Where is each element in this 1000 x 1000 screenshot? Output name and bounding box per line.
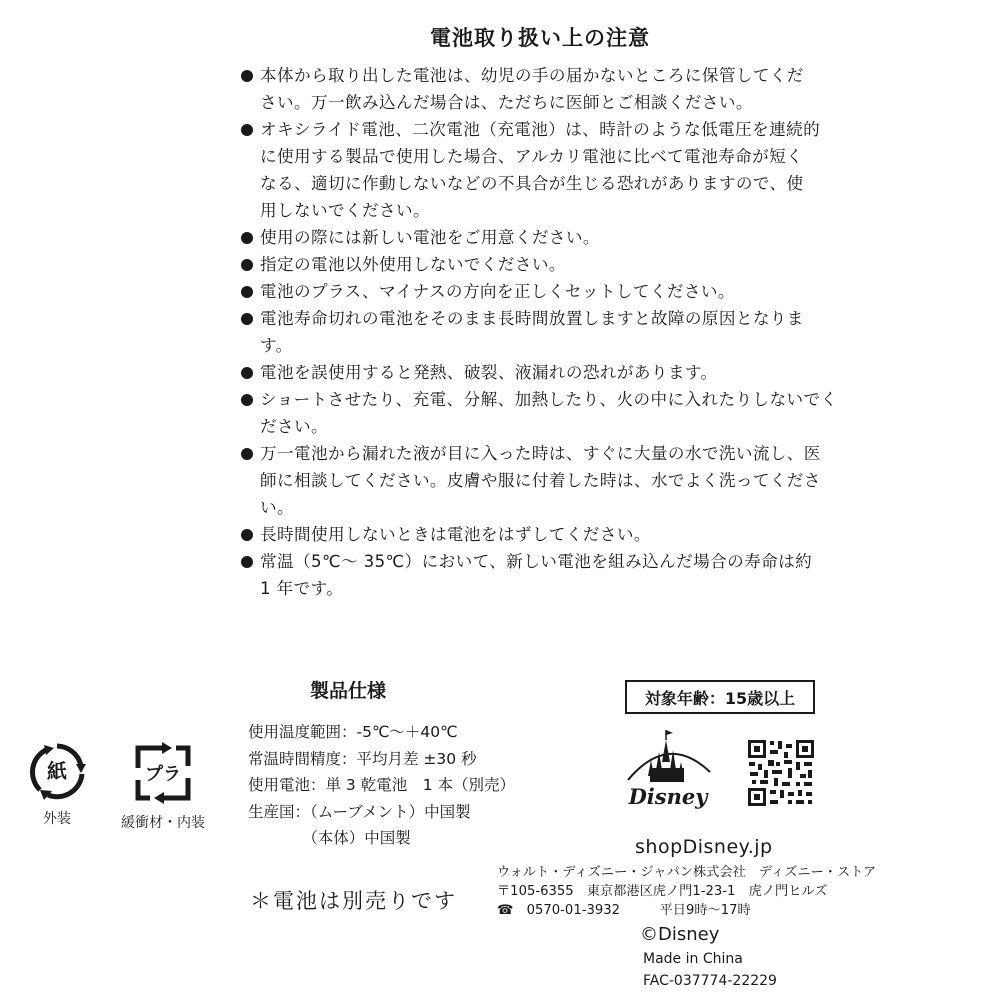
spec-list: [248, 719, 515, 852]
caution-title: 電池取り扱い上の注意: [430, 26, 650, 50]
bullet-icon: [241, 124, 253, 136]
disney-castle-logo: [618, 722, 718, 812]
plastic-recycle-label: 緩衝材・内装: [121, 815, 205, 831]
caution-item-text: 電池を誤使用すると発熱、破裂、液漏れの恐れがあります。: [260, 363, 718, 382]
caution-item: [238, 224, 838, 251]
caution-item: [238, 440, 838, 521]
caution-item: [238, 521, 838, 548]
spec-line: （本体）中国製: [248, 829, 411, 847]
company-info: [497, 863, 876, 920]
spec-title: 製品仕様: [310, 680, 387, 702]
caution-item-text: 常温（5℃～ 35℃）において、新しい電池を組み込んだ場合の寿命は約 1 年です。: [260, 552, 813, 598]
caution-item: [238, 62, 838, 116]
paper-recycle-icon: [26, 740, 88, 802]
paper-recycle-mark: [22, 740, 92, 828]
disney-logo-text: Disney: [628, 784, 708, 809]
spec-line: 常温時間精度：平均月差 ±30 秒: [248, 749, 477, 768]
bullet-icon: [241, 313, 253, 325]
caution-item: [238, 386, 838, 440]
paper-recycle-label: 外装: [43, 811, 71, 827]
caution-item-text: 電池のプラス、マイナスの方向を正しくセットしてください。: [260, 282, 735, 301]
plastic-mark-text: プラ: [145, 764, 181, 785]
spec-line: 使用電池：単 3 乾電池 1 本（別売）: [248, 776, 516, 794]
paper-mark-text: 紙: [47, 759, 67, 783]
caution-item-text: ショートさせたり、充電、分解、加熱したり、火の中に入れたりしないでく ださい。: [260, 390, 838, 436]
bullet-icon: [241, 394, 253, 406]
plastic-recycle-mark: [108, 740, 218, 832]
caution-item: [238, 359, 838, 386]
spec-line: 生産国：（ムーブメント）中国製: [248, 802, 471, 821]
bullet-icon: [241, 259, 253, 271]
caution-item-text: 長時間使用しないときは電池をはずしてください。: [260, 525, 651, 544]
age-label: 対象年齢：15歳以上: [625, 680, 815, 714]
company-name: ウォルト・ディズニー・ジャパン株式会社 ディズニー・ストア: [497, 865, 877, 880]
qr-code: [746, 738, 816, 808]
caution-item-text: 使用の際には新しい電池をご用意ください。: [260, 228, 600, 247]
bullet-icon: [241, 556, 253, 568]
caution-item: [238, 251, 838, 278]
company-address: 〒105-6355 東京都港区虎ノ門1-23-1 虎ノ門ヒルズ: [497, 884, 828, 899]
shop-url: shopDisney.jp: [635, 836, 773, 858]
bullet-icon: [241, 232, 253, 244]
bullet-icon: [241, 529, 253, 541]
bullet-icon: [241, 70, 253, 82]
caution-item-text: オキシライド電池、二次電池（充電池）は、時計のような低電圧を連続的 に使用する製品で使用した場合、アルカリ電池に比べて電池寿命が短く なる、適切に作動しないなどの不具合が生じる恐れがありますので、使 用しないでください。: [260, 120, 821, 220]
caution-item-text: 万一電池から漏れた液が目に入った時は、すぐに大量の水で洗い流し、医 師に相談してください。皮膚や服に付着した時は、水でよく洗ってください。: [260, 444, 821, 517]
caution-item-text: 指定の電池以外使用しないでください。: [260, 255, 566, 274]
copyright: ©Disney: [640, 924, 720, 945]
made-in: Made in China: [643, 951, 743, 967]
caution-item: [238, 116, 838, 224]
bullet-icon: [241, 367, 253, 379]
bullet-icon: [241, 286, 253, 298]
spec-line: 使用温度範囲：-5℃～＋40℃: [248, 723, 458, 741]
caution-item-text: 本体から取り出した電池は、幼児の手の届かないところに保管してくだ さい。万一飲み込んだ場合は、ただちに医師とご相談ください。: [260, 66, 804, 112]
caution-item: [238, 548, 838, 602]
bullet-icon: [241, 448, 253, 460]
battery-note: ＊電池は別売りです: [250, 889, 457, 913]
product-code: FAC-037774-22229: [643, 973, 777, 989]
caution-item-text: 電池寿命切れの電池をそのまま長時間放置しますと故障の原因となりま す。: [260, 309, 804, 355]
plastic-recycle-icon: [130, 740, 196, 806]
caution-item: [238, 278, 838, 305]
caution-list: [238, 62, 838, 602]
company-phone: ☎ 0570-01-3932 平日9時～17時: [497, 903, 751, 918]
caution-item: [238, 305, 838, 359]
